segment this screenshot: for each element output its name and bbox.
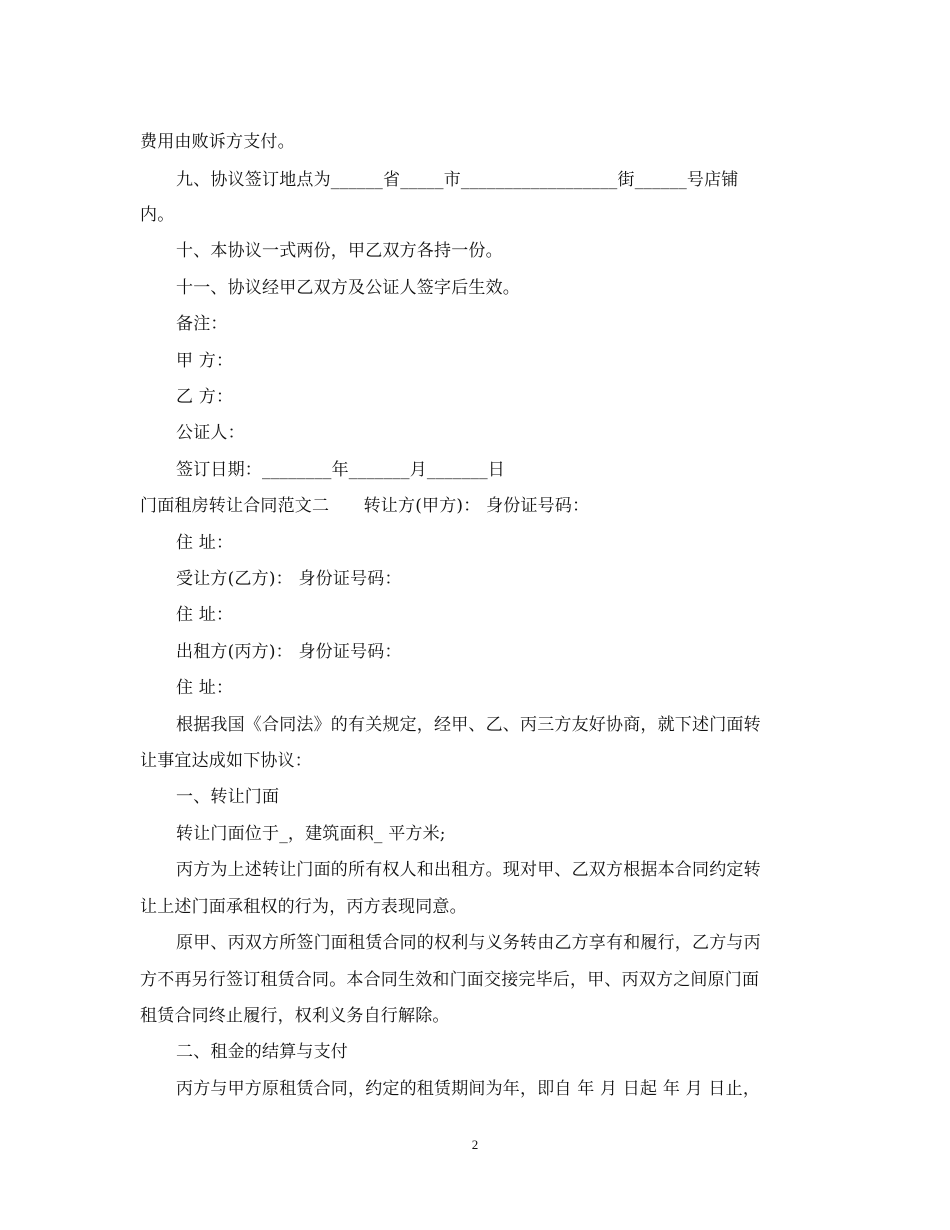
text-line: 原甲、丙双方所签门面租赁合同的权利与义务转由乙方享有和履行，乙方与丙 <box>176 933 761 953</box>
text-line: 十、本协议一式两份，甲乙双方各持一份。 <box>176 241 503 261</box>
text-line: 二、租金的结算与支付 <box>176 1042 348 1062</box>
text-line: 转让门面位于_，建筑面积_ 平方米; <box>176 824 446 844</box>
text-line: 费用由败诉方支付。 <box>140 132 295 152</box>
text-line: 丙方与甲方原租赁合同，约定的租赁期间为年，即自 年 月 日起 年 月 日止， <box>176 1079 761 1099</box>
page-number: 2 <box>471 1137 479 1152</box>
text-line: 甲 方： <box>176 351 234 371</box>
text-line: 住 址： <box>176 533 234 553</box>
text-line: 住 址： <box>176 605 234 625</box>
text-line: 让事宜达成如下协议： <box>140 751 312 771</box>
text-line: 九、协议签订地点为______省_____市__________________街______号店铺 <box>176 170 739 190</box>
text-line: 租赁合同终止履行，权利义务自行解除。 <box>140 1006 450 1026</box>
text-line: 签订日期：________年_______月_______日 <box>176 460 505 480</box>
text-line: 十一、协议经甲乙双方及公证人签字后生效。 <box>176 278 520 298</box>
text-line: 根据我国《合同法》的有关规定，经甲、乙、丙三方友好协商，就下述门面转 <box>176 715 761 735</box>
text-line: 备注： <box>176 314 228 334</box>
text-line: 内。 <box>140 205 175 225</box>
text-line: 公证人： <box>176 423 245 443</box>
text-line: 让上述门面承租权的行为，丙方表现同意。 <box>140 897 467 917</box>
text-line: 住 址： <box>176 678 234 698</box>
text-line: 丙方为上述转让门面的所有权人和出租方。现对甲、乙双方根据本合同约定转 <box>176 860 761 880</box>
text-line: 受让方(乙方)： 身份证号码： <box>176 569 402 589</box>
text-line: 门面租房转让合同范文二 转让方(甲方)： 身份证号码： <box>140 496 590 516</box>
text-line: 乙 方： <box>176 387 234 407</box>
text-line: 一、转让门面 <box>176 787 280 807</box>
text-line: 出租方(丙方)： 身份证号码： <box>176 642 402 662</box>
text-line: 方不再另行签订租赁合同。本合同生效和门面交接完毕后，甲、丙双方之间原门面 <box>140 970 760 990</box>
